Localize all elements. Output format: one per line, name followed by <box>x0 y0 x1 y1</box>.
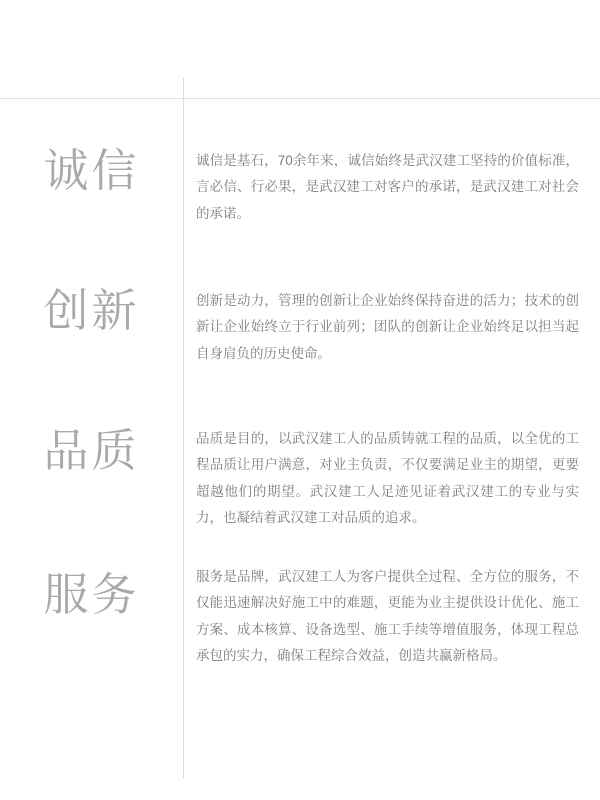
section-label-quality: 品质 <box>43 425 140 476</box>
section-label-innovation: 创新 <box>43 285 140 336</box>
section-text-service: 服务是品牌，武汉建工人为客户提供全过程、全方位的服务，不仅能迅速解决好施工中的难题，更能为业主提供设计优化、施工方案、成本核算、设备选型、施工手续等增值服务，体现工程总承包的实力，确保工程综合效益，创造共赢新格局。 <box>196 569 579 663</box>
section-label-integrity: 诚信 <box>43 145 140 196</box>
section-text-innovation: 创新是动力，管理的创新让企业始终保持奋进的活力；技术的创新让企业始终立于行业前列；团队的创新让企业始终足以担当起自身肩负的历史使命。 <box>196 293 579 361</box>
section-label-service: 服务 <box>43 569 140 620</box>
section-text-quality: 品质是目的，以武汉建工人的品质铸就工程的品质，以全优的工程品质让用户满意，对业主负责，不仅要满足业主的期望，更要超越他们的期望。武汉建工人足迹见证着武汉建工的专业与实力，也凝结着武汉建工对品质的追求。 <box>196 431 579 525</box>
section-text-integrity: 诚信是基石，70余年来，诚信始终是武汉建工坚持的价值标准，言必信、行必果，是武汉建工对客户的承诺，是武汉建工对社会的承诺。 <box>196 153 579 221</box>
